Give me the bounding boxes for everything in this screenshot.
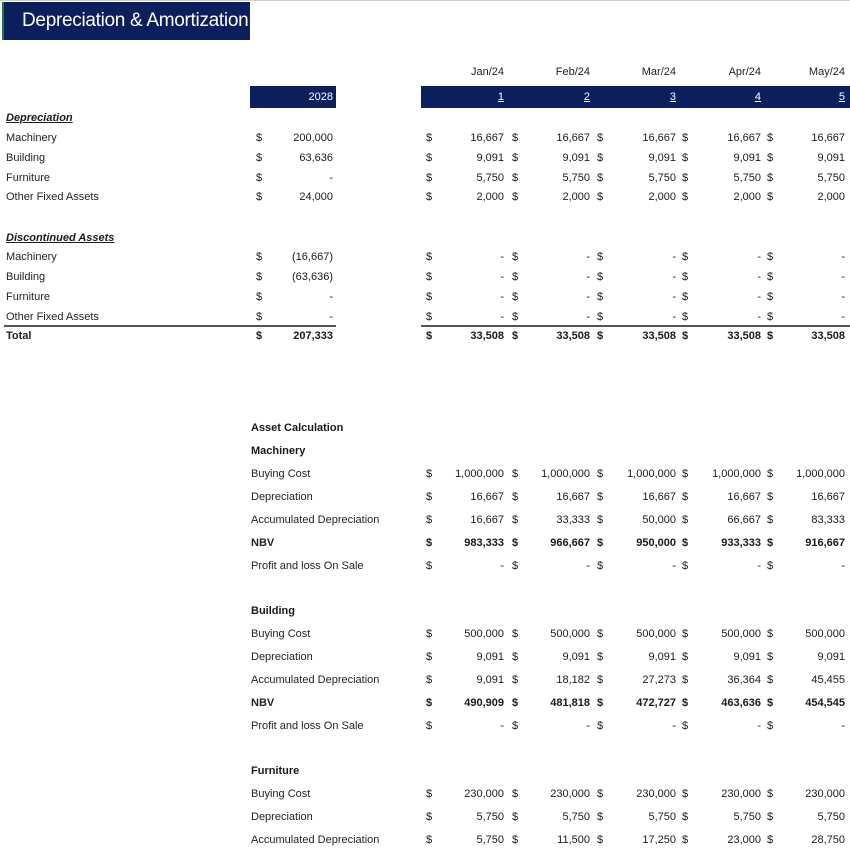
year-value[interactable]: (16,667)	[292, 251, 333, 263]
currency-symbol: $	[682, 291, 689, 303]
cell-value[interactable]: -	[757, 291, 761, 303]
currency-symbol: $	[256, 251, 263, 263]
cell-value[interactable]: 66,667	[727, 514, 761, 526]
currency-symbol: $	[597, 152, 604, 164]
currency-symbol: $	[426, 514, 433, 526]
currency-symbol: $	[512, 514, 519, 526]
cell-value[interactable]: -	[500, 271, 504, 283]
year-value[interactable]: 200,000	[293, 132, 333, 144]
currency-symbol: $	[426, 251, 433, 263]
currency-symbol: $	[512, 311, 519, 323]
currency-symbol: $	[512, 330, 519, 342]
cell-value[interactable]: 9,091	[476, 651, 504, 663]
cell-value[interactable]: 5,750	[733, 172, 761, 184]
currency-symbol: $	[682, 628, 689, 640]
currency-symbol: $	[682, 811, 689, 823]
cell-value[interactable]: 27,273	[642, 674, 676, 686]
currency-symbol: $	[597, 468, 604, 480]
cell-value[interactable]: 2,000	[648, 191, 676, 203]
currency-symbol: $	[426, 132, 433, 144]
currency-symbol: $	[597, 720, 604, 732]
currency-symbol: $	[682, 514, 689, 526]
row-label: Building	[6, 271, 46, 283]
cell-value[interactable]: 5,750	[476, 834, 504, 846]
total-month-value[interactable]: 33,508	[727, 330, 761, 342]
currency-symbol: $	[682, 468, 689, 480]
cell-value[interactable]: 36,364	[727, 674, 761, 686]
currency-symbol: $	[426, 468, 433, 480]
currency-symbol: $	[682, 311, 689, 323]
currency-symbol: $	[426, 291, 433, 303]
cell-value[interactable]: 2,000	[733, 191, 761, 203]
currency-symbol: $	[597, 834, 604, 846]
currency-symbol: $	[597, 651, 604, 663]
cell-value[interactable]: 1,000,000	[627, 468, 676, 480]
asset-row-label: Depreciation	[251, 651, 313, 663]
currency-symbol: $	[426, 271, 433, 283]
period-number-link[interactable]: 5	[838, 91, 845, 103]
cell-value[interactable]: 45,455	[811, 674, 845, 686]
year-value[interactable]: -	[329, 311, 333, 323]
currency-symbol: $	[256, 172, 263, 184]
asset-row-label: Buying Cost	[251, 628, 311, 640]
currency-symbol: $	[682, 330, 689, 342]
currency-symbol: $	[426, 788, 433, 800]
cell-value[interactable]: 454,545	[805, 697, 845, 709]
cell-value[interactable]: 50,000	[642, 514, 676, 526]
cell-value[interactable]: 2,000	[817, 191, 845, 203]
cell-value[interactable]: 481,818	[550, 697, 590, 709]
currency-symbol: $	[767, 330, 774, 342]
cell-value[interactable]: -	[841, 271, 845, 283]
currency-symbol: $	[512, 537, 519, 549]
currency-symbol: $	[426, 811, 433, 823]
currency-symbol: $	[597, 491, 604, 503]
currency-symbol: $	[512, 491, 519, 503]
cell-value[interactable]: 16,667	[556, 491, 590, 503]
cell-value[interactable]: 5,750	[648, 811, 676, 823]
year-value[interactable]: 24,000	[299, 191, 333, 203]
cell-value[interactable]: 1,000,000	[541, 468, 590, 480]
asset-row-label: NBV	[251, 697, 275, 709]
total-label: Total	[6, 330, 32, 342]
currency-symbol: $	[426, 628, 433, 640]
row-label: Machinery	[6, 251, 57, 263]
row-label: Building	[6, 152, 46, 164]
currency-symbol: $	[426, 491, 433, 503]
cell-value[interactable]: 500,000	[464, 628, 504, 640]
currency-symbol: $	[767, 560, 774, 572]
currency-symbol: $	[682, 834, 689, 846]
cell-value[interactable]: 11,500	[557, 834, 590, 846]
currency-symbol: $	[767, 537, 774, 549]
currency-symbol: $	[682, 674, 689, 686]
currency-symbol: $	[597, 251, 604, 263]
cell-value[interactable]: 230,000	[464, 788, 504, 800]
asset-row-label: Buying Cost	[251, 468, 311, 480]
cell-value[interactable]: 950,000	[636, 537, 676, 549]
cell-value[interactable]: 5,750	[562, 811, 590, 823]
currency-symbol: $	[426, 651, 433, 663]
cell-value[interactable]: -	[841, 720, 845, 732]
cell-value[interactable]: -	[757, 251, 761, 263]
row-label: Other Fixed Assets	[6, 191, 99, 203]
currency-symbol: $	[682, 191, 689, 203]
year-header: 2028	[308, 91, 333, 103]
currency-symbol: $	[767, 720, 774, 732]
section-title-discontinued: Discontinued Assets	[6, 232, 115, 244]
currency-symbol: $	[682, 720, 689, 732]
asset-row-label: Depreciation	[251, 811, 313, 823]
currency-symbol: $	[767, 152, 774, 164]
currency-symbol: $	[256, 311, 263, 323]
cell-value[interactable]: 230,000	[805, 788, 845, 800]
currency-symbol: $	[512, 271, 519, 283]
cell-value[interactable]: 16,667	[811, 491, 845, 503]
cell-value[interactable]: 9,091	[733, 152, 761, 164]
cell-value[interactable]: -	[500, 291, 504, 303]
currency-symbol: $	[426, 330, 433, 342]
cell-value[interactable]: 9,091	[476, 152, 504, 164]
month-header: Apr/24	[728, 66, 761, 78]
month-header: May/24	[808, 66, 845, 78]
cell-value[interactable]: 16,667	[811, 132, 845, 144]
total-divider-left	[4, 325, 336, 327]
currency-symbol: $	[426, 697, 433, 709]
cell-value[interactable]: 966,667	[550, 537, 590, 549]
currency-symbol: $	[256, 291, 263, 303]
currency-symbol: $	[767, 788, 774, 800]
cell-value[interactable]: 16,667	[470, 514, 504, 526]
currency-symbol: $	[512, 291, 519, 303]
currency-symbol: $	[512, 132, 519, 144]
currency-symbol: $	[426, 172, 433, 184]
currency-symbol: $	[767, 628, 774, 640]
currency-symbol: $	[682, 491, 689, 503]
cell-value[interactable]: 916,667	[805, 537, 845, 549]
cell-value[interactable]: -	[841, 560, 845, 572]
cell-value[interactable]: 33,333	[556, 514, 590, 526]
cell-value[interactable]: 230,000	[636, 788, 676, 800]
currency-symbol: $	[767, 172, 774, 184]
cell-value[interactable]: -	[672, 271, 676, 283]
cell-value[interactable]: -	[757, 311, 761, 323]
currency-symbol: $	[426, 191, 433, 203]
currency-symbol: $	[512, 191, 519, 203]
currency-symbol: $	[512, 172, 519, 184]
asset-row-label: Accumulated Depreciation	[251, 674, 380, 686]
currency-symbol: $	[597, 537, 604, 549]
year-value[interactable]: -	[329, 172, 333, 184]
asset-calculation-title: Asset Calculation	[251, 422, 344, 434]
month-header: Mar/24	[641, 66, 676, 78]
currency-symbol: $	[767, 291, 774, 303]
cell-value[interactable]: -	[672, 251, 676, 263]
currency-symbol: $	[767, 514, 774, 526]
cell-value[interactable]: -	[586, 720, 590, 732]
month-header: Feb/24	[555, 66, 590, 78]
currency-symbol: $	[597, 330, 604, 342]
year-value[interactable]: (63,636)	[292, 271, 333, 283]
cell-value[interactable]: -	[500, 560, 504, 572]
asset-group-title: Machinery	[251, 445, 306, 457]
currency-symbol: $	[682, 172, 689, 184]
asset-row-label: Profit and loss On Sale	[251, 720, 364, 732]
cell-value[interactable]: 500,000	[721, 628, 761, 640]
currency-symbol: $	[426, 834, 433, 846]
currency-symbol: $	[256, 132, 263, 144]
top-border	[0, 0, 850, 1]
cell-value[interactable]: 9,091	[562, 651, 590, 663]
currency-symbol: $	[512, 651, 519, 663]
currency-symbol: $	[512, 788, 519, 800]
currency-symbol: $	[767, 834, 774, 846]
asset-row-label: Accumulated Depreciation	[251, 834, 380, 846]
row-label: Furniture	[6, 172, 51, 184]
cell-value[interactable]: 983,333	[464, 537, 504, 549]
cell-value[interactable]: -	[841, 291, 845, 303]
cell-value[interactable]: 9,091	[733, 651, 761, 663]
cell-value[interactable]: 500,000	[636, 628, 676, 640]
cell-value[interactable]: 5,750	[476, 811, 504, 823]
asset-row-label: Accumulated Depreciation	[251, 514, 380, 526]
currency-symbol: $	[682, 651, 689, 663]
currency-symbol: $	[512, 628, 519, 640]
cell-value[interactable]: 16,667	[556, 132, 590, 144]
cell-value[interactable]: 230,000	[550, 788, 590, 800]
currency-symbol: $	[512, 697, 519, 709]
row-label: Furniture	[6, 291, 51, 303]
currency-symbol: $	[426, 311, 433, 323]
currency-symbol: $	[682, 132, 689, 144]
cell-value[interactable]: 16,667	[727, 132, 761, 144]
currency-symbol: $	[767, 491, 774, 503]
currency-symbol: $	[682, 152, 689, 164]
row-label: Other Fixed Assets	[6, 311, 99, 323]
period-number-link[interactable]: 1	[497, 91, 504, 103]
cell-value[interactable]: 28,750	[811, 834, 845, 846]
asset-row-label: Profit and loss On Sale	[251, 560, 364, 572]
cell-value[interactable]: 5,750	[562, 172, 590, 184]
cell-value[interactable]: 16,667	[727, 491, 761, 503]
cell-value[interactable]: 16,667	[470, 132, 504, 144]
cell-value[interactable]: 1,000,000	[796, 468, 845, 480]
currency-symbol: $	[426, 674, 433, 686]
cell-value[interactable]: 463,636	[721, 697, 761, 709]
cell-value[interactable]: -	[500, 311, 504, 323]
currency-symbol: $	[256, 330, 263, 342]
currency-symbol: $	[597, 132, 604, 144]
total-month-value[interactable]: 33,508	[470, 330, 504, 342]
cell-value[interactable]: -	[500, 720, 504, 732]
asset-group-title: Furniture	[251, 765, 300, 777]
currency-symbol: $	[426, 720, 433, 732]
currency-symbol: $	[597, 191, 604, 203]
cell-value[interactable]: -	[500, 251, 504, 263]
total-year-value[interactable]: 207,333	[293, 330, 333, 342]
currency-symbol: $	[682, 788, 689, 800]
currency-symbol: $	[597, 674, 604, 686]
year-value[interactable]: 63,636	[299, 152, 333, 164]
cell-value[interactable]: 1,000,000	[455, 468, 504, 480]
cell-value[interactable]: 5,750	[733, 811, 761, 823]
currency-symbol: $	[512, 468, 519, 480]
cell-value[interactable]: 5,750	[817, 172, 845, 184]
cell-value[interactable]: 9,091	[476, 674, 504, 686]
cell-value[interactable]: 9,091	[648, 651, 676, 663]
cell-value[interactable]: -	[672, 311, 676, 323]
currency-symbol: $	[767, 271, 774, 283]
cell-value[interactable]: -	[672, 291, 676, 303]
currency-symbol: $	[767, 697, 774, 709]
page-title: Depreciation & Amortization	[4, 2, 250, 40]
asset-row-label: Buying Cost	[251, 788, 311, 800]
cell-value[interactable]: 5,750	[476, 172, 504, 184]
currency-symbol: $	[256, 271, 263, 283]
currency-symbol: $	[682, 697, 689, 709]
cell-value[interactable]: 230,000	[721, 788, 761, 800]
cell-value[interactable]: 2,000	[562, 191, 590, 203]
cell-value[interactable]: 16,667	[470, 491, 504, 503]
cell-value[interactable]: 23,000	[727, 834, 761, 846]
currency-symbol: $	[682, 251, 689, 263]
total-divider-right	[421, 325, 850, 327]
cell-value[interactable]: -	[586, 271, 590, 283]
cell-value[interactable]: 500,000	[550, 628, 590, 640]
currency-symbol: $	[512, 674, 519, 686]
currency-symbol: $	[426, 537, 433, 549]
currency-symbol: $	[597, 514, 604, 526]
currency-symbol: $	[512, 811, 519, 823]
section-title-depreciation: Depreciation	[6, 112, 73, 124]
cell-value[interactable]: 9,091	[817, 651, 845, 663]
currency-symbol: $	[512, 251, 519, 263]
cell-value[interactable]: 17,250	[642, 834, 676, 846]
currency-symbol: $	[767, 132, 774, 144]
currency-symbol: $	[512, 152, 519, 164]
currency-symbol: $	[767, 811, 774, 823]
currency-symbol: $	[682, 271, 689, 283]
currency-symbol: $	[426, 152, 433, 164]
cell-value[interactable]: -	[757, 560, 761, 572]
cell-value[interactable]: 9,091	[817, 152, 845, 164]
cell-value[interactable]: 472,727	[636, 697, 676, 709]
cell-value[interactable]: -	[841, 251, 845, 263]
currency-symbol: $	[597, 291, 604, 303]
currency-symbol: $	[597, 628, 604, 640]
cell-value[interactable]: 18,182	[556, 674, 590, 686]
asset-group-title: Building	[251, 605, 295, 617]
cell-value[interactable]: 5,750	[648, 172, 676, 184]
row-label: Machinery	[6, 132, 57, 144]
currency-symbol: $	[767, 191, 774, 203]
currency-symbol: $	[512, 834, 519, 846]
currency-symbol: $	[682, 537, 689, 549]
currency-symbol: $	[426, 560, 433, 572]
currency-symbol: $	[767, 651, 774, 663]
currency-symbol: $	[597, 271, 604, 283]
cell-value[interactable]: 9,091	[648, 152, 676, 164]
cell-value[interactable]: 500,000	[805, 628, 845, 640]
currency-symbol: $	[597, 697, 604, 709]
currency-symbol: $	[512, 720, 519, 732]
currency-symbol: $	[597, 811, 604, 823]
cell-value[interactable]: 83,333	[811, 514, 845, 526]
cell-value[interactable]: 490,909	[464, 697, 504, 709]
currency-symbol: $	[767, 311, 774, 323]
cell-value[interactable]: 2,000	[476, 191, 504, 203]
currency-symbol: $	[682, 560, 689, 572]
total-month-value[interactable]: 33,508	[556, 330, 590, 342]
cell-value[interactable]: 9,091	[562, 152, 590, 164]
cell-value[interactable]: 16,667	[642, 491, 676, 503]
currency-symbol: $	[512, 560, 519, 572]
cell-value[interactable]: 933,333	[721, 537, 761, 549]
month-header: Jan/24	[470, 66, 504, 78]
period-number-link[interactable]: 2	[583, 91, 590, 103]
cell-value[interactable]: 5,750	[817, 811, 845, 823]
currency-symbol: $	[256, 152, 263, 164]
currency-symbol: $	[597, 788, 604, 800]
asset-row-label: Depreciation	[251, 491, 313, 503]
cell-value[interactable]: 16,667	[642, 132, 676, 144]
cell-value[interactable]: -	[841, 311, 845, 323]
cell-value[interactable]: -	[757, 720, 761, 732]
year-value[interactable]: -	[329, 291, 333, 303]
period-number-link[interactable]: 4	[754, 91, 761, 103]
period-number-link[interactable]: 3	[669, 91, 676, 103]
total-month-value[interactable]: 33,508	[642, 330, 676, 342]
cell-value[interactable]: -	[586, 251, 590, 263]
cell-value[interactable]: -	[672, 720, 676, 732]
currency-symbol: $	[597, 311, 604, 323]
cell-value[interactable]: -	[672, 560, 676, 572]
cell-value[interactable]: -	[586, 291, 590, 303]
cell-value[interactable]: -	[757, 271, 761, 283]
cell-value[interactable]: 1,000,000	[712, 468, 761, 480]
asset-row-label: NBV	[251, 537, 275, 549]
currency-symbol: $	[597, 172, 604, 184]
cell-value[interactable]: -	[586, 560, 590, 572]
currency-symbol: $	[767, 674, 774, 686]
currency-symbol: $	[597, 560, 604, 572]
currency-symbol: $	[767, 468, 774, 480]
currency-symbol: $	[256, 191, 263, 203]
currency-symbol: $	[767, 251, 774, 263]
total-month-value[interactable]: 33,508	[811, 330, 845, 342]
cell-value[interactable]: -	[586, 311, 590, 323]
